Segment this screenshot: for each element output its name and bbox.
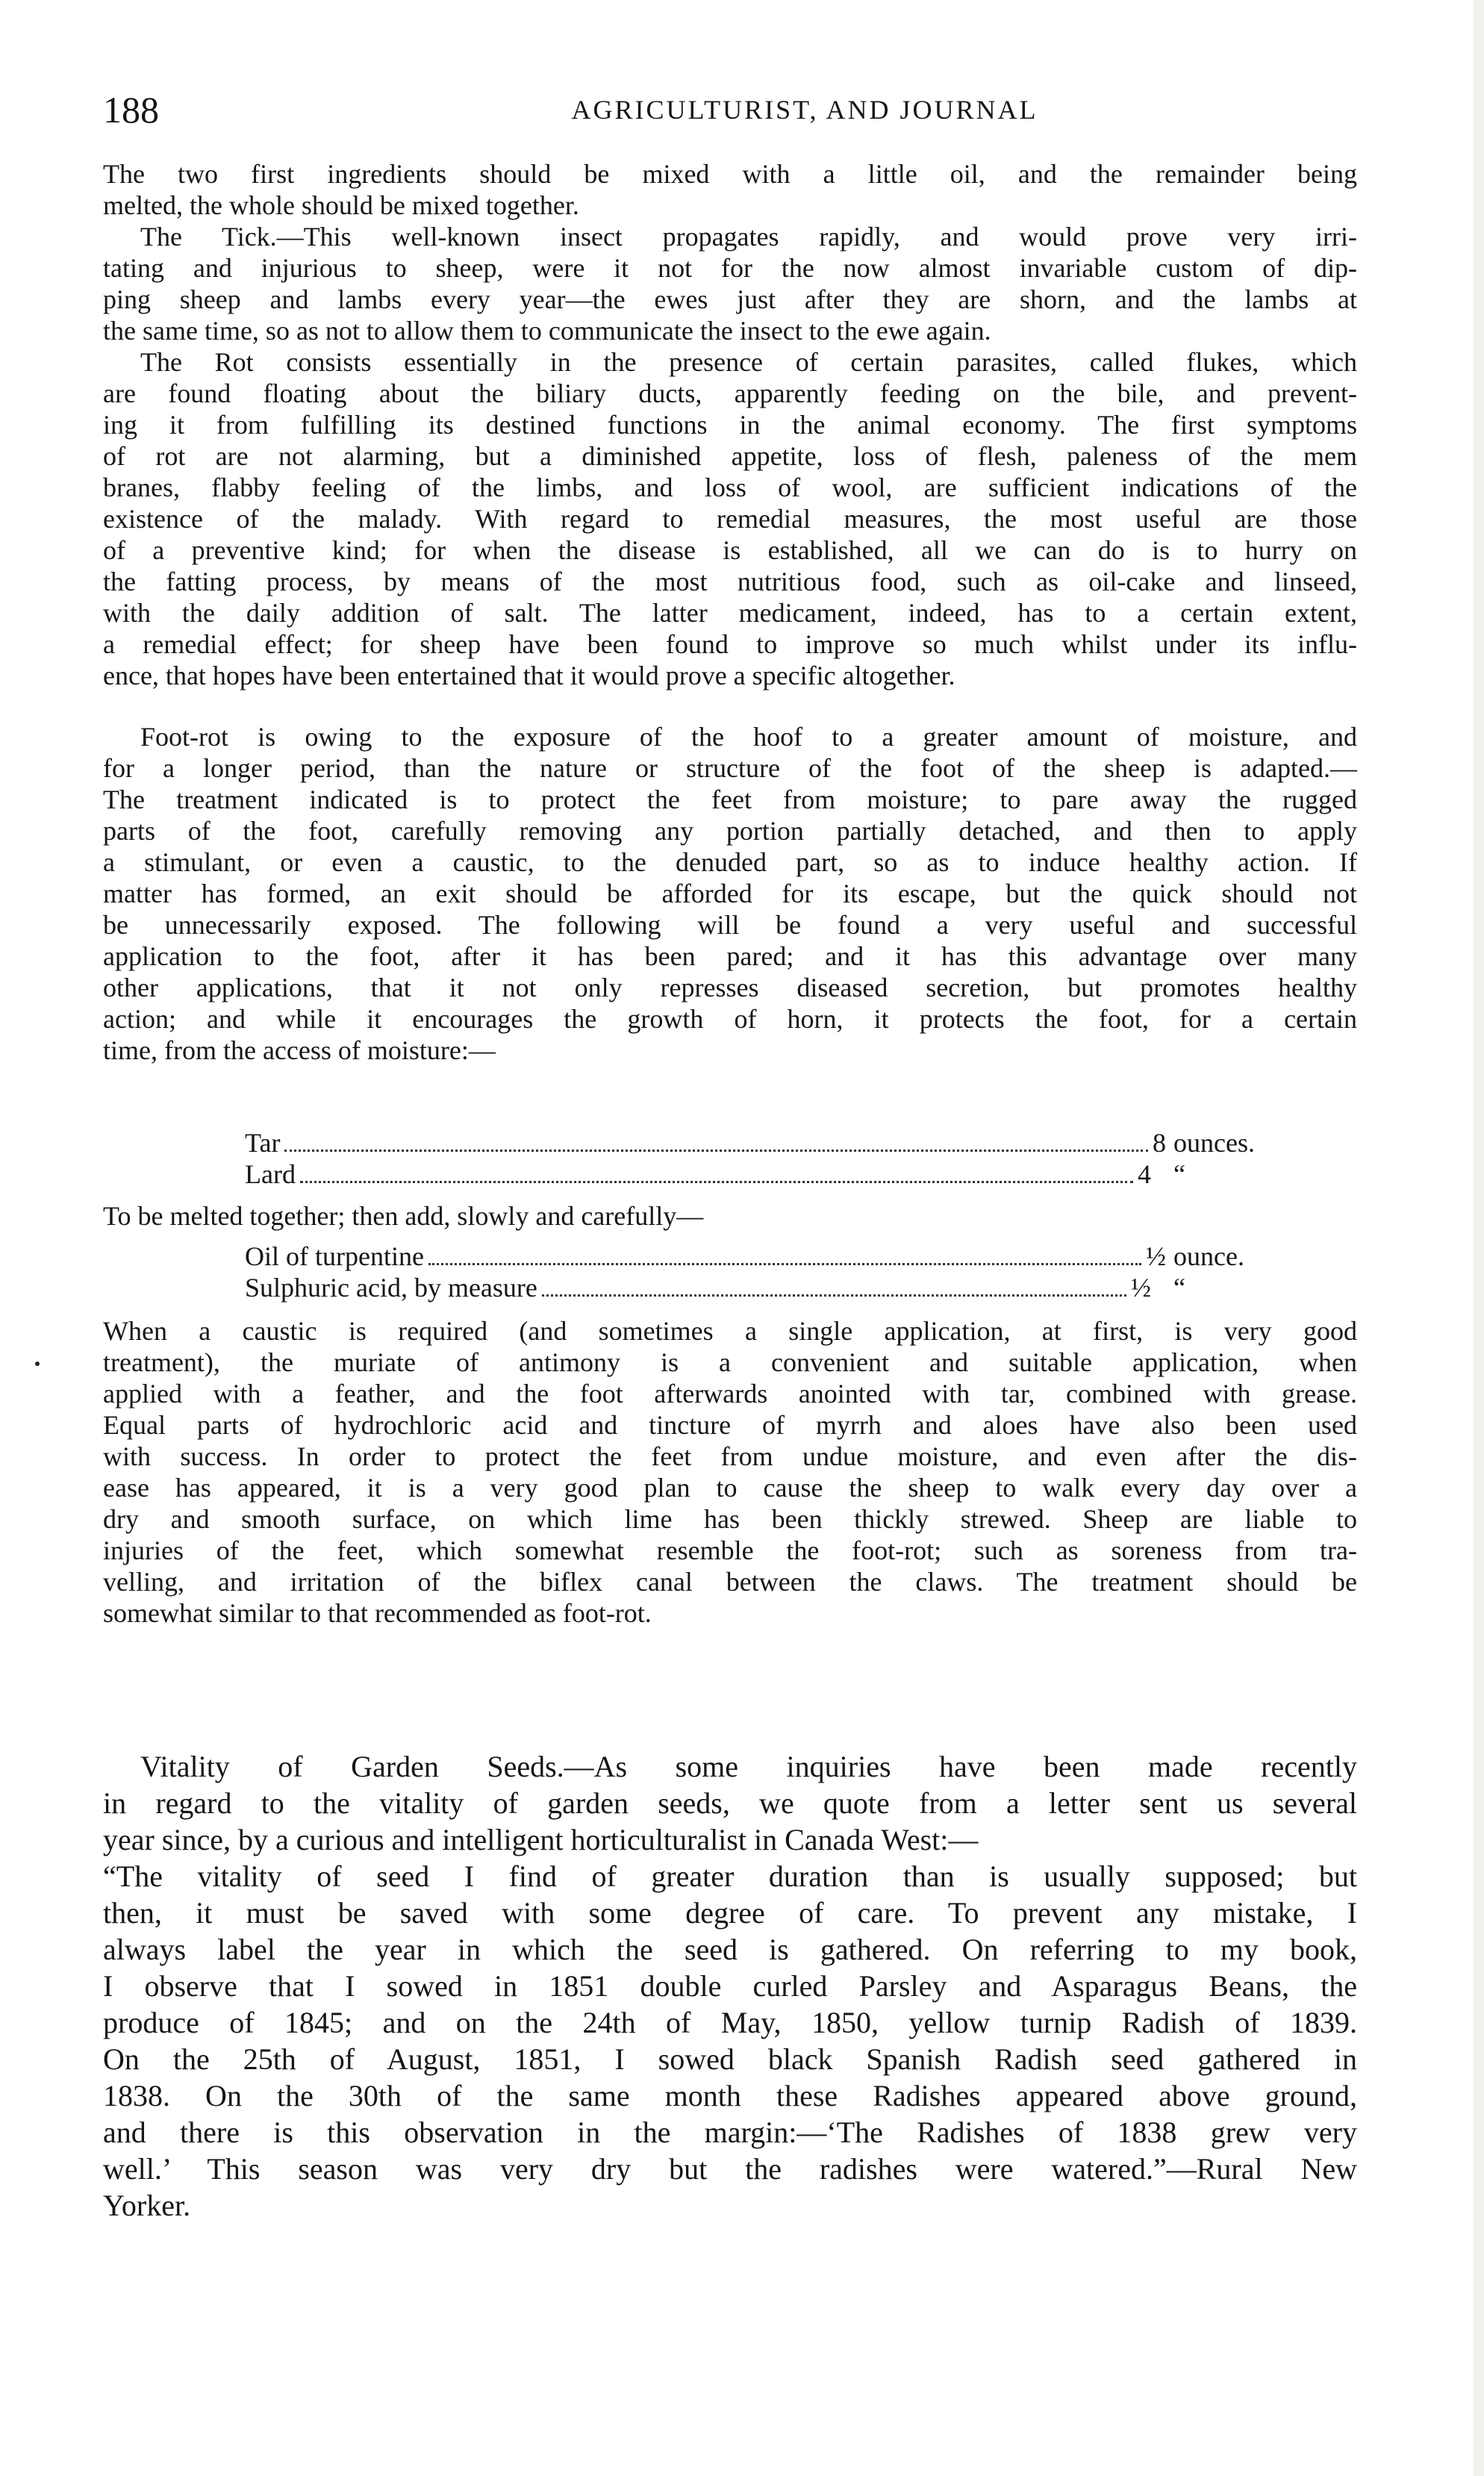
page-number: 188 bbox=[103, 89, 159, 131]
text-line: existence of the malady. With regard to remedial measures, the most useful are those bbox=[103, 504, 1357, 534]
article-vitality-of-garden-seeds bbox=[103, 1748, 1357, 2224]
text-line: Yorker. bbox=[103, 2189, 191, 2222]
dot-leader bbox=[300, 1181, 1133, 1183]
text-line: are found floating about the biliary ducts, apparently feeding on the bile, and prevent- bbox=[103, 378, 1357, 408]
text-line: time, from the access of moisture:— bbox=[103, 1035, 496, 1065]
text-line: 1838. On the 30th of the same month these Radishes appeared above ground, bbox=[103, 2079, 1357, 2112]
text-line: of rot are not alarming, but a diminished appetite, loss of flesh, paleness of the mem bbox=[103, 441, 1357, 471]
text-line: for a longer period, than the nature or structure of the foot of the sheep is adapted.— bbox=[103, 753, 1357, 783]
text-line: The Tick.—This well-known insect propagates rapidly, and would prove very irri- bbox=[140, 222, 1357, 252]
ingredient-unit: ounce. bbox=[1173, 1241, 1244, 1271]
text-line: melted, the whole should be mixed together. bbox=[103, 190, 579, 220]
text-line: treatment), the muriate of antimony is a convenient and suitable application, when bbox=[103, 1347, 1357, 1377]
text-line: be unnecessarily exposed. The following will be found a very useful and successful bbox=[103, 910, 1357, 940]
margin-dot bbox=[35, 1362, 40, 1366]
text-line: somewhat similar to that recommended as foot-rot. bbox=[103, 1598, 652, 1628]
recipe-row bbox=[245, 1241, 1275, 1272]
text-line: When a caustic is required (and sometimes a single application, at first, is very good bbox=[103, 1316, 1357, 1346]
paragraph-foot-rot bbox=[103, 721, 1357, 1066]
paragraph-intro bbox=[103, 158, 1357, 221]
text-line: of a preventive kind; for when the disease is established, all we can do is to hurry on bbox=[103, 535, 1357, 565]
text-line: and there is this observation in the margin:—‘The Radishes of 1838 grew very bbox=[103, 2115, 1357, 2149]
ingredient-name: Tar bbox=[245, 1128, 281, 1158]
dot-leader bbox=[284, 1150, 1148, 1152]
ingredient-amount: 8 bbox=[1153, 1128, 1166, 1158]
text-line: The two first ingredients should be mixed with a little oil, and the remainder being bbox=[103, 159, 1357, 189]
ingredient-name: Sulphuric acid, by measure bbox=[245, 1273, 537, 1303]
text-line: branes, flabby feeling of the limbs, and loss of wool, are sufficient indications of the bbox=[103, 473, 1357, 502]
text-line: velling, and irritation of the biflex canal between the claws. The treatment should be bbox=[103, 1567, 1357, 1597]
dot-leader bbox=[542, 1294, 1126, 1297]
text-line: ease has appeared, it is a very good plan to cause the sheep to walk every day over a bbox=[103, 1473, 1357, 1503]
text-line: To be melted together; then add, slowly and carefully— bbox=[103, 1201, 704, 1231]
text-line: The Rot consists essentially in the presence of certain parasites, called flukes, which bbox=[140, 347, 1357, 377]
text-line: a stimulant, or even a caustic, to the denuded part, so as to induce healthy action. If bbox=[103, 847, 1357, 877]
text-line: ence, that hopes have been entertained that it would prove a specific altogether. bbox=[103, 661, 955, 690]
paragraph-rot bbox=[103, 346, 1357, 691]
text-line: tating and injurious to sheep, were it not for the now almost invariable custom of dip- bbox=[103, 253, 1357, 283]
recipe-row bbox=[245, 1127, 1275, 1159]
text-line: On the 25th of August, 1851, I sowed black Spanish Radish seed gathered in bbox=[103, 2042, 1357, 2076]
text-line: dry and smooth surface, on which lime has been thickly strewed. Sheep are liable to bbox=[103, 1504, 1357, 1534]
ingredient-name: Oil of turpentine bbox=[245, 1241, 424, 1271]
ingredient-amount: 4 bbox=[1138, 1159, 1151, 1189]
text-line: matter has formed, an exit should be afforded for its escape, but the quick should not bbox=[103, 879, 1357, 908]
text-line: a remedial effect; for sheep have been found to improve so much whilst under its influ- bbox=[103, 629, 1357, 659]
running-head: AGRICULTURIST, AND JOURNAL bbox=[571, 95, 1038, 125]
text-line: the same time, so as not to allow them to communicate the insect to the ewe again. bbox=[103, 316, 991, 346]
text-line: then, it must be saved with some degree of care. To prevent any mistake, I bbox=[103, 1896, 1357, 1930]
text-line: ping sheep and lambs every year—the ewes just after they are shorn, and the lambs at bbox=[103, 284, 1357, 314]
page-edge bbox=[1474, 0, 1484, 2476]
page-header bbox=[103, 84, 1357, 136]
recipe-row bbox=[245, 1159, 1275, 1190]
recipe-row bbox=[245, 1272, 1275, 1303]
ingredient-unit: “ bbox=[1173, 1159, 1185, 1189]
text-line: application to the foot, after it has been pared; and it has this advantage over many bbox=[103, 941, 1357, 971]
text-line: parts of the foot, carefully removing any portion partially detached, and then to apply bbox=[103, 816, 1357, 846]
ingredient-name: Lard bbox=[245, 1159, 296, 1189]
text-line: applied with a feather, and the foot afterwards anointed with tar, combined with grease. bbox=[103, 1379, 1357, 1409]
text-line: well.’ This season was very dry but the radishes were watered.”—Rural New bbox=[103, 2152, 1357, 2186]
text-line: Foot-rot is owing to the exposure of the hoof to a greater amount of moisture, and bbox=[140, 722, 1357, 752]
recipe-instruction bbox=[103, 1200, 1357, 1232]
text-line: The treatment indicated is to protect the feet from moisture; to pare away the rugged bbox=[103, 785, 1357, 814]
ingredient-amount: ½ bbox=[1146, 1241, 1166, 1271]
text-line: “The vitality of seed I find of greater duration than is usually supposed; but bbox=[103, 1859, 1357, 1893]
ingredient-unit: “ bbox=[1173, 1273, 1185, 1303]
text-line: Equal parts of hydrochloric acid and tincture of myrrh and aloes have also been used bbox=[103, 1410, 1357, 1440]
text-line: year since, by a curious and intelligent horticulturalist in Canada West:— bbox=[103, 1823, 979, 1856]
text-line: with the daily addition of salt. The latter medicament, indeed, has to a certain extent, bbox=[103, 598, 1357, 628]
dot-leader bbox=[428, 1263, 1141, 1265]
paragraph-tick bbox=[103, 221, 1357, 346]
ingredient-amount: ½ bbox=[1131, 1273, 1151, 1303]
ingredient-unit: ounces. bbox=[1173, 1128, 1255, 1158]
text-line: with success. In order to protect the feet from undue moisture, and even after the dis- bbox=[103, 1441, 1357, 1471]
text-line: other applications, that it not only represses diseased secretion, but promotes healthy bbox=[103, 973, 1357, 1002]
text-line: in regard to the vitality of garden seeds, we quote from a letter sent us several bbox=[103, 1786, 1357, 1820]
text-line: the fatting process, by means of the most nutritious food, such as oil-cake and linseed, bbox=[103, 567, 1357, 596]
text-line: always label the year in which the seed is gathered. On referring to my book, bbox=[103, 1933, 1357, 1966]
text-line: I observe that I sowed in 1851 double curled Parsley and Asparagus Beans, the bbox=[103, 1969, 1357, 2003]
text-line: produce of 1845; and on the 24th of May, 1850, yellow turnip Radish of 1839. bbox=[103, 2006, 1357, 2039]
paragraph-caustic bbox=[103, 1315, 1357, 1629]
text-line: action; and while it encourages the growth of horn, it protects the foot, for a certain bbox=[103, 1004, 1357, 1034]
text-line: Vitality of Garden Seeds.—As some inquiries have been made recently bbox=[140, 1750, 1357, 1783]
text-line: injuries of the feet, which somewhat resemble the foot-rot; such as soreness from tra- bbox=[103, 1535, 1357, 1565]
text-line: ing it from fulfilling its destined functions in the animal economy. The first symptoms bbox=[103, 410, 1357, 440]
